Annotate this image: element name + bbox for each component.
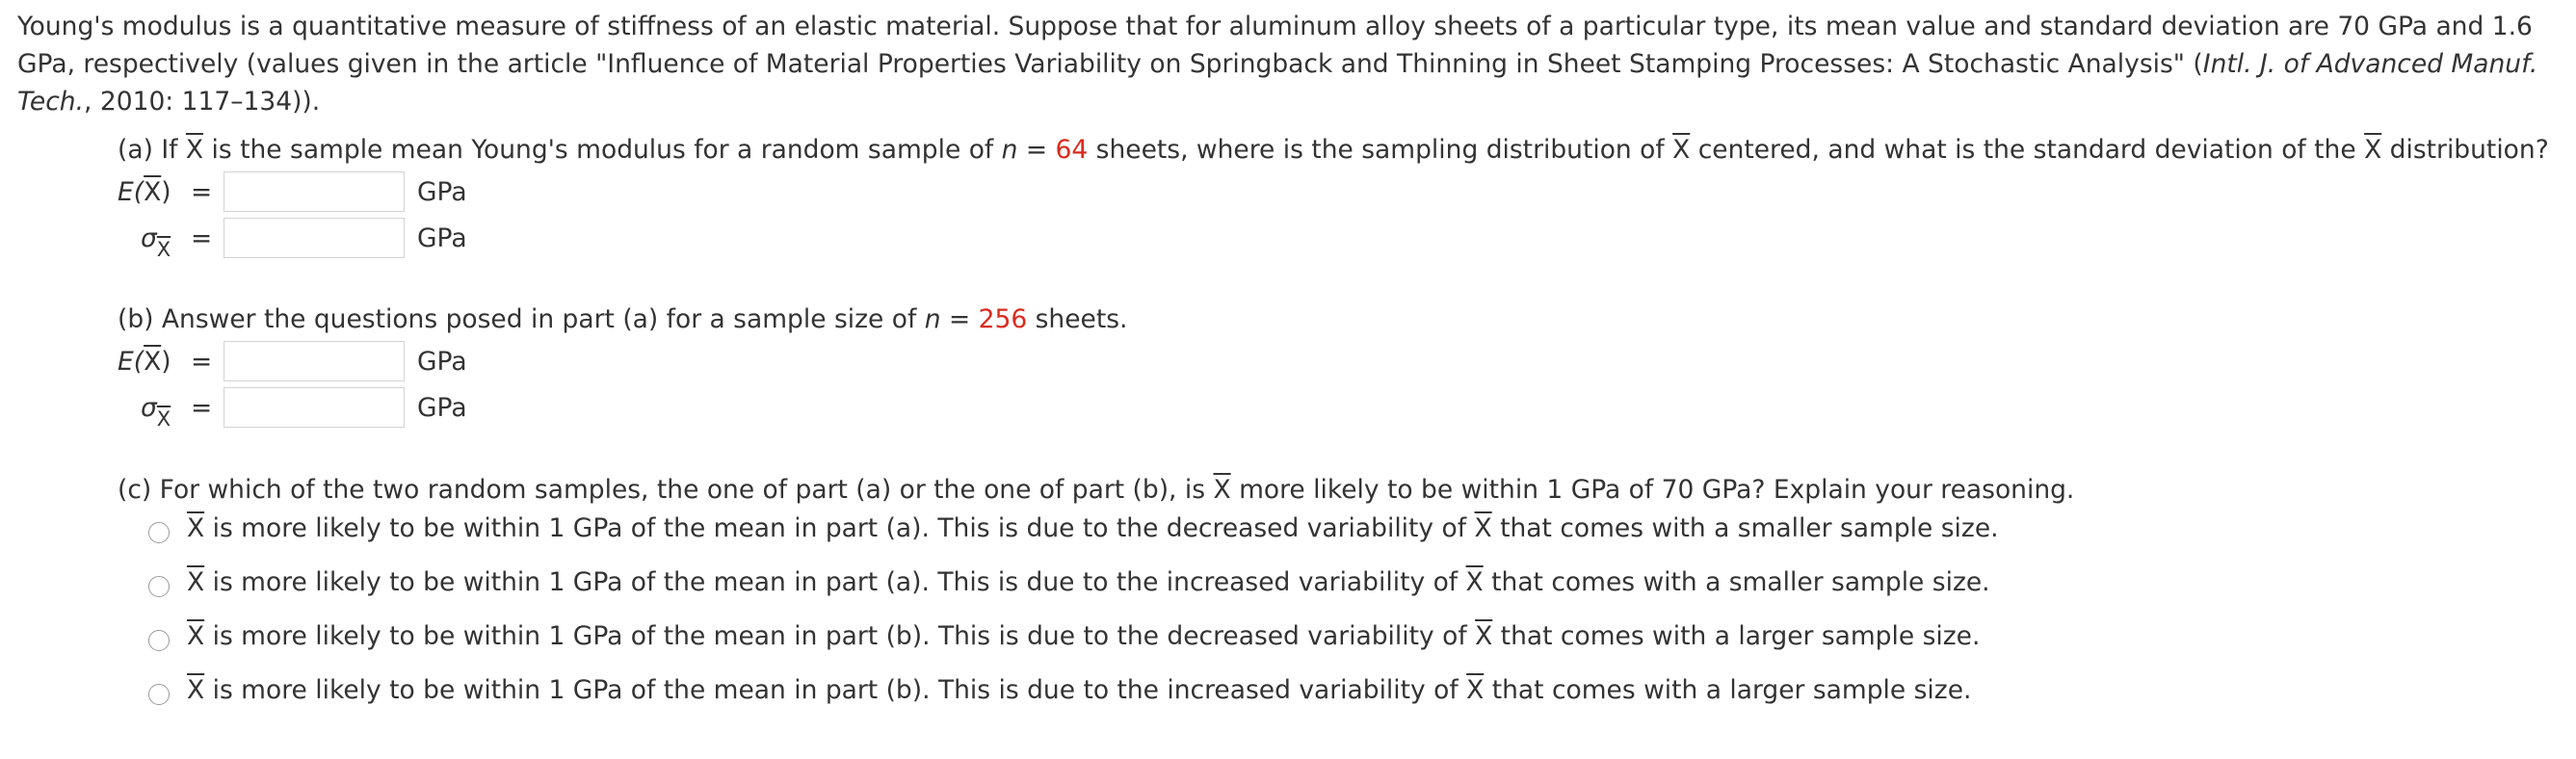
xbar-symbol: $\overline{X}$ <box>1213 475 1231 505</box>
unit-label: GPa <box>417 393 467 423</box>
part-a-mean-input[interactable] <box>223 171 405 212</box>
part-a-sample-size: 64 <box>1055 135 1089 165</box>
unit-label: GPa <box>417 347 467 377</box>
radio-button[interactable] <box>148 630 170 651</box>
equals-sign: = <box>191 177 213 207</box>
option-label: $\overline{X}$ is more likely to be within 1 GPa of the mean in part (a). This is due to the decreased variability of $\overline{X}$ that comes with a smaller sample size. <box>187 513 1999 543</box>
part-b-sample-size: 256 <box>978 304 1028 334</box>
sd-label: $\sigma_{\overline{X}}$ <box>141 393 171 431</box>
part-a-sd-input[interactable] <box>223 218 405 258</box>
xbar-symbol: $\overline{X}$ <box>1672 135 1691 165</box>
unit-label: GPa <box>417 223 467 253</box>
sd-label: $\sigma_{\overline{X}}$ <box>141 223 171 261</box>
part-b-sd-input[interactable] <box>223 387 405 428</box>
option-label: $\overline{X}$ is more likely to be within 1 GPa of the mean in part (b). This is due to the decreased variability of $\overline{X}$ that comes with a larger sample size. <box>187 621 1981 651</box>
option-label: $\overline{X}$ is more likely to be within 1 GPa of the mean in part (a). This is due to the increased variability of $\overline{X}$ that comes with a smaller sample size. <box>187 567 1990 597</box>
problem-intro <box>17 8 2561 120</box>
part-b-mean-input[interactable] <box>223 341 405 381</box>
xbar-symbol: $\overline{X}$ <box>2364 135 2382 165</box>
equals-sign: = <box>191 223 213 253</box>
part-b-question: (b) Answer the questions posed in part (a) for a sample size of n = 256 sheets. <box>118 304 1128 334</box>
option-label: $\overline{X}$ is more likely to be within 1 GPa of the mean in part (b). This is due to the increased variability of $\overline{X}$ that comes with a larger sample size. <box>187 675 1972 705</box>
equals-sign: = <box>191 393 213 423</box>
unit-label: GPa <box>417 177 467 207</box>
radio-button[interactable] <box>148 522 170 543</box>
mean-label: $E(\overline{X})$ <box>118 177 171 207</box>
intro-text-end: , 2010: 117–134)). <box>84 87 321 117</box>
part-c-question: (c) For which of the two random samples, the one of part (a) or the one of part (b), is $\overline{X}$ more likely to be within 1 GPa of 70 GPa? Explain your reasoning. <box>118 475 2075 505</box>
radio-button[interactable] <box>148 576 170 597</box>
intro-text: Young's modulus is a quantitative measure of stiffness of an elastic material. Suppose that for aluminum alloy sheets of a particular type, its mean value and standard deviation are 70 GPa and 1.6 GPa, respectively (values given in the article "Influence of Material Properties Variability on Springback and Thinning in Sheet Stamping Processes: A Stochastic Analysis" ( <box>17 12 2533 79</box>
radio-button[interactable] <box>148 684 170 705</box>
mean-label: $E(\overline{X})$ <box>118 347 171 377</box>
journal-title: Intl. J. of Advanced Manuf. Tech. <box>17 49 2538 117</box>
xbar-symbol: $\overline{X}$ <box>185 135 204 165</box>
equals-sign: = <box>191 347 213 377</box>
part-a-question: (a) If $\overline{X}$ is the sample mean Young's modulus for a random sample of n = 64 sheets, where is the sampling distribution of $\overline{X}$ centered, and what is the standard deviation of the $\overline{X}$ distribution? <box>118 135 2549 165</box>
